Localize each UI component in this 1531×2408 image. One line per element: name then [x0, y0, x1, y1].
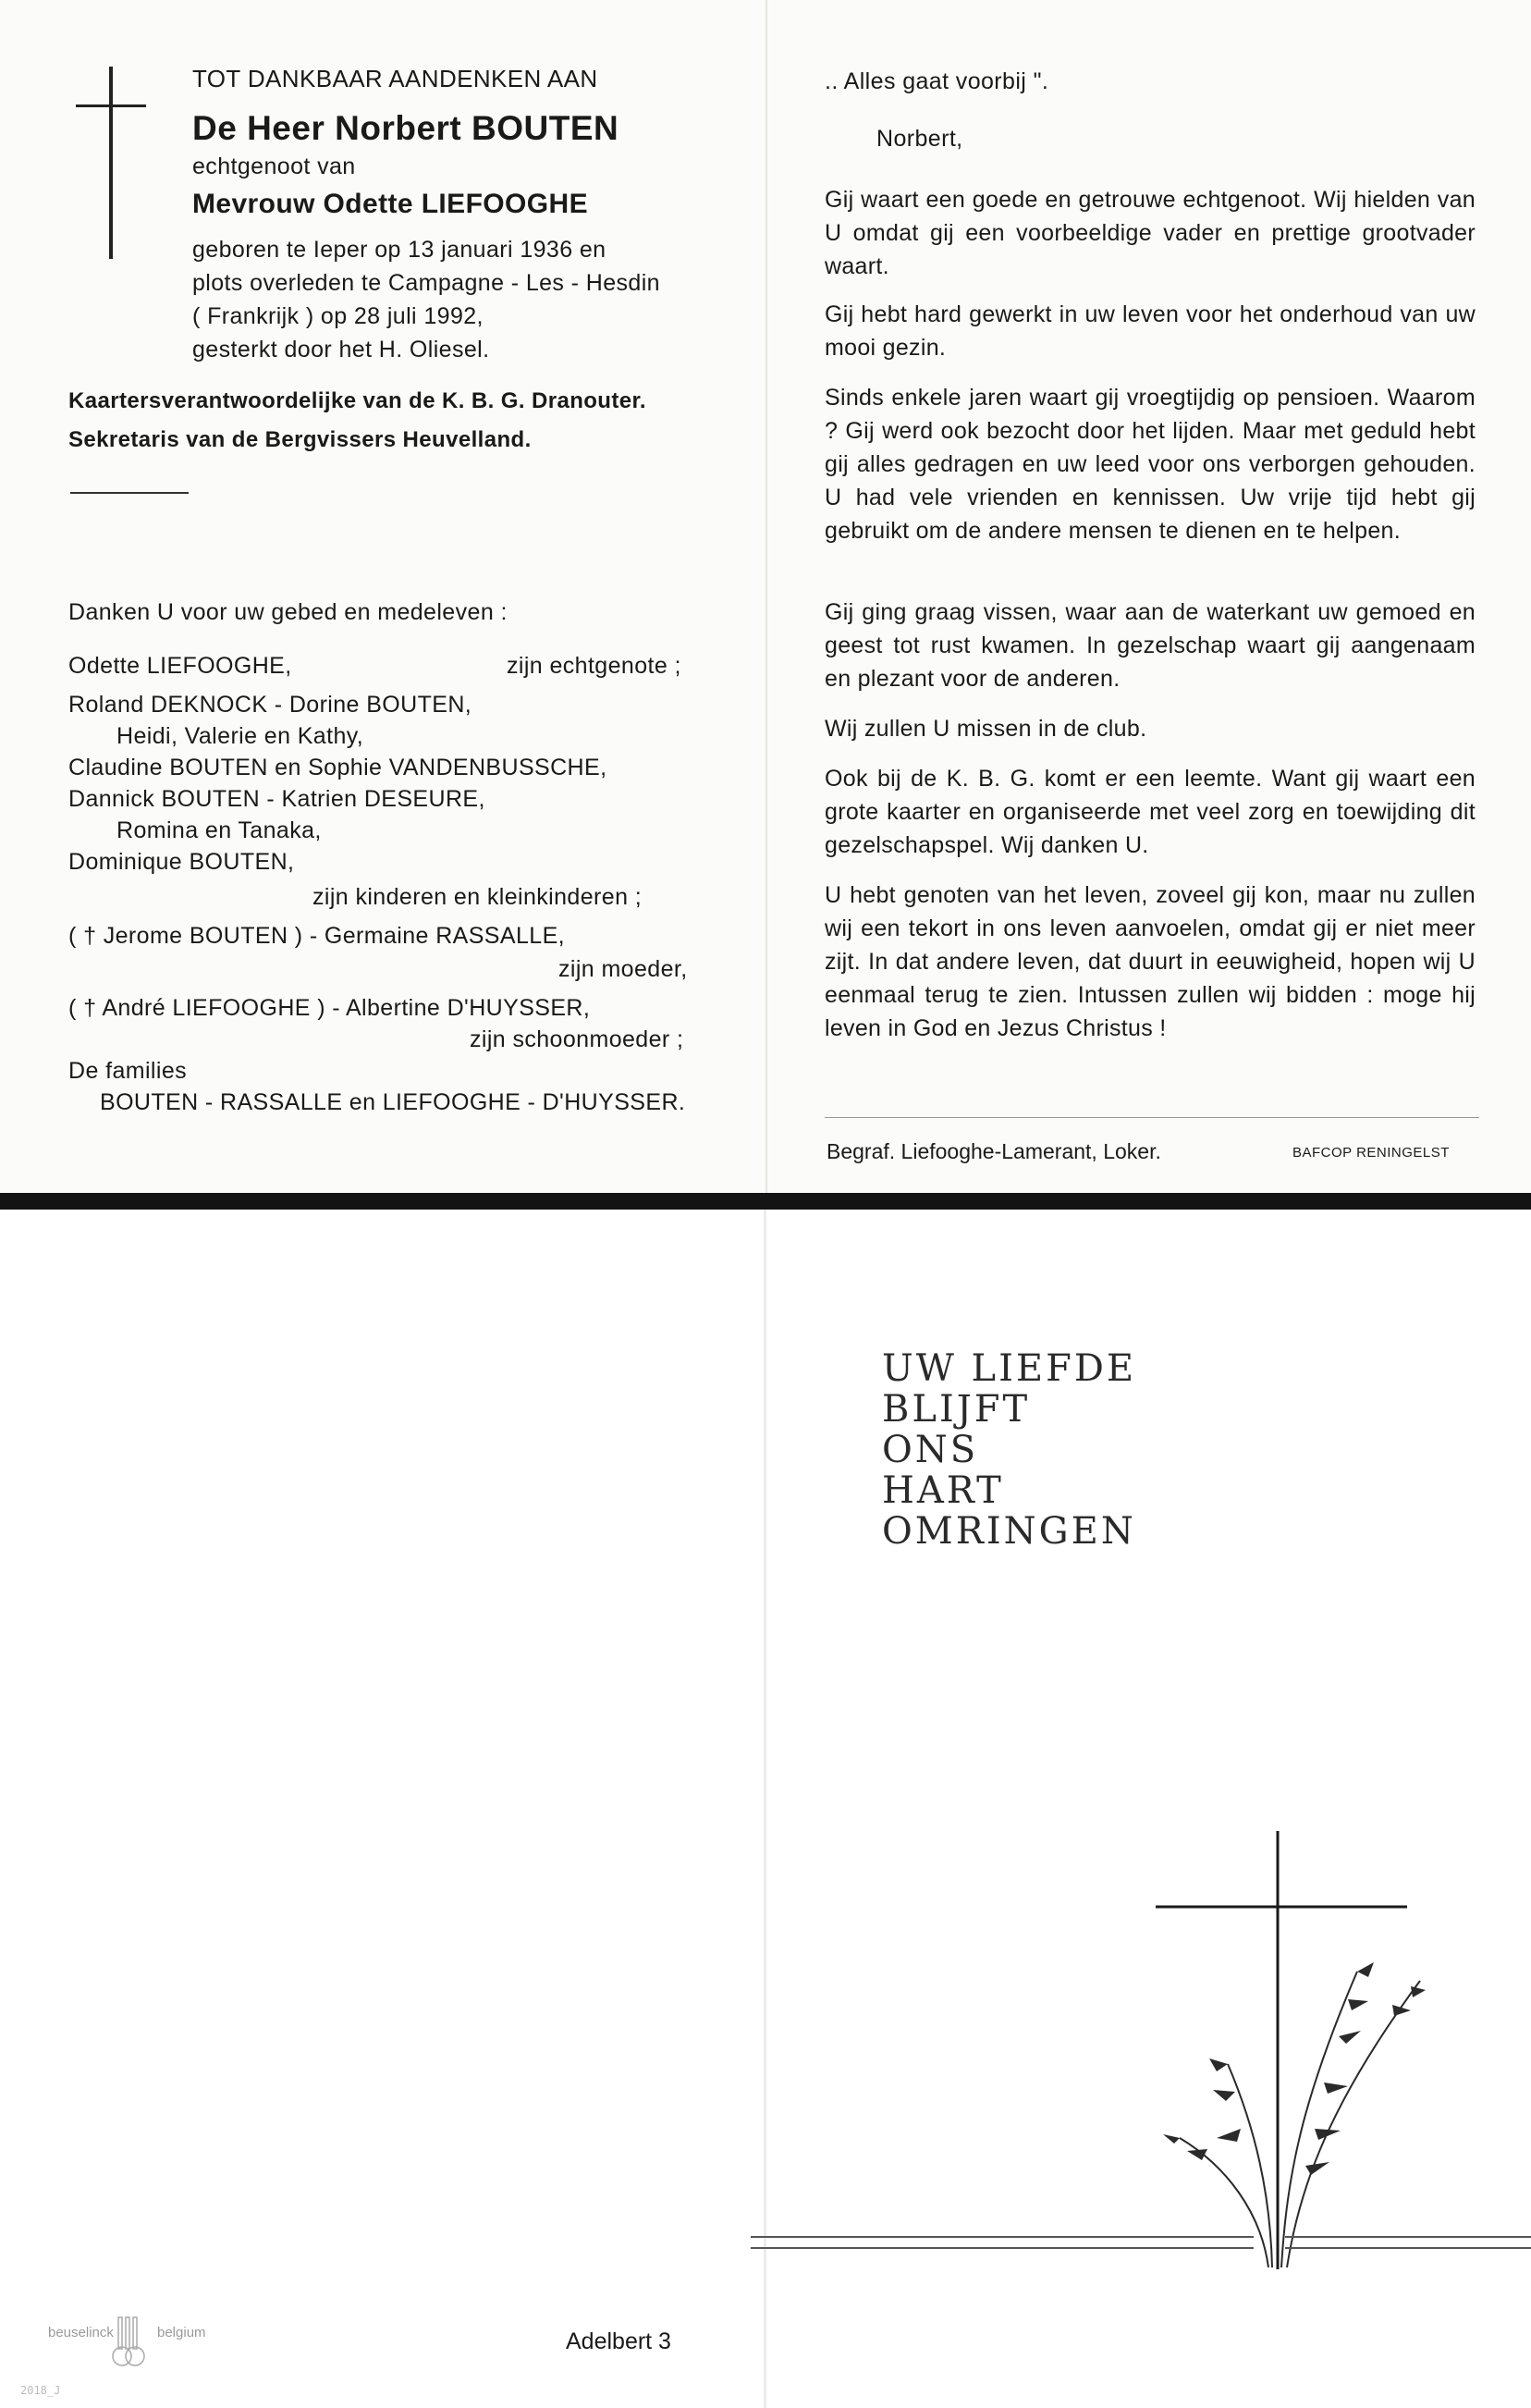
text-paragraph: Gij ging graag vissen, waar aan de waterkant uw gemoed en geest tot rust kwamen. In gezelschap waart gij aangenaam en plezant voor de anderen. [825, 599, 1476, 692]
divider [70, 492, 189, 494]
card-model: Adelbert 3 [566, 2328, 671, 2354]
spouse-intro: echtgenoot van [192, 154, 356, 179]
verse-line: HART [882, 1469, 1004, 1512]
family-relation: zijn moeder, [558, 956, 688, 982]
cross-icon-bar [76, 104, 146, 107]
family-line: ( † Jerome BOUTEN ) - Germaine RASSALLE, [68, 923, 565, 949]
logo-text: beuselinck [48, 2325, 114, 2340]
logo-text: belgium [157, 2325, 206, 2340]
family-line: Heidi, Valerie en Kathy, [116, 723, 364, 749]
verse-line: ONS [882, 1429, 979, 1471]
text-paragraph: Wij zullen U missen in de club. [825, 716, 1147, 742]
family-line: De families [68, 1058, 188, 1084]
life-line: ( Frankrijk ) op 28 juli 1992, [192, 303, 484, 329]
verse-line: BLIJFT [882, 1388, 1031, 1431]
family-line: BOUTEN - RASSALLE en LIEFOOGHE - D'HUYSSER. [100, 1089, 686, 1115]
footer-rule [825, 1117, 1479, 1118]
printer: BAFCOP RENINGELST [1292, 1145, 1450, 1161]
text-paragraph: Gij waart een goede en getrouwe echtgenoot. Wij hielden van U omdat gij een voorbeeldige vader en prettige grootvader waart. [825, 187, 1476, 279]
cross-icon [109, 67, 113, 259]
card-edge-shadow [0, 1193, 1531, 1210]
life-line: gesterkt door het H. Oliesel. [192, 337, 490, 362]
family-line: Romina en Tanaka, [116, 817, 322, 843]
publisher-emblem-icon [102, 2316, 153, 2367]
decor-line [751, 2247, 1254, 2249]
family-relation: zijn schoonmoeder ; [470, 1026, 684, 1052]
archive-code: 2018_J [20, 2384, 61, 2397]
life-line: plots overleden te Campagne - Les - Hesdin [192, 270, 660, 296]
inside-left-panel [0, 0, 766, 1193]
heading: TOT DANKBAAR AANDENKEN AAN [192, 65, 598, 92]
thanks-line: Danken U voor uw gebed en medeleven : [68, 599, 508, 625]
deceased-name: De Heer Norbert BOUTEN [192, 109, 619, 147]
address-line: Norbert, [876, 126, 963, 152]
quote-line: .. Alles gaat voorbij ". [825, 68, 1049, 94]
family-line: ( † André LIEFOOGHE ) - Albertine D'HUYSSER, [68, 995, 591, 1021]
cover-verse [882, 1348, 1136, 1552]
family-line: Odette LIEFOOGHE, [68, 653, 292, 679]
text-paragraph: Ook bij de K. B. G. komt er een leemte. Want gij waart een grote kaarter en organiseerde met veel zorg en toewijding dit gezelschapspel. Wij danken U. [825, 766, 1476, 858]
life-line: geboren te Ieper op 13 januari 1936 en [192, 237, 606, 263]
family-relation: zijn echtgenote ; [507, 653, 681, 679]
decor-line [1285, 2247, 1531, 2249]
family-line: Roland DEKNOCK - Dorine BOUTEN, [68, 692, 472, 718]
verse-line: OMRINGEN [882, 1510, 1136, 1553]
publisher-logo [48, 2316, 214, 2371]
family-line: Claudine BOUTEN en Sophie VANDENBUSSCHE, [68, 755, 607, 780]
verse-line: UW LIEFDE [882, 1347, 1137, 1390]
cross-with-reeds-icon [1143, 1824, 1476, 2277]
role-line: Kaartersverantwoordelijke van de K. B. G. Dranouter. [68, 388, 646, 413]
spouse-name: Mevrouw Odette LIEFOOGHE [192, 189, 588, 219]
fold-line [764, 1210, 766, 2408]
undertaker: Begraf. Liefooghe-Lamerant, Loker. [827, 1139, 1161, 1163]
decor-line [751, 2236, 1254, 2238]
family-line: Dannick BOUTEN - Katrien DESEURE, [68, 786, 485, 812]
text-paragraph: U hebt genoten van het leven, zoveel gij kon, maar nu zullen wij een tekort in ons leven aanvoelen, omdat gij er niet meer zijt. In dat andere leven, dat duurt in eeuwigheid, hopen wij U eenmaal terug te zien. Intussen zullen wij bidden : moge hij leven in God en Jezus Christus ! [825, 882, 1476, 1041]
family-line: Dominique BOUTEN, [68, 849, 295, 875]
decor-line [1285, 2236, 1531, 2238]
text-paragraph: Gij hebt hard gewerkt in uw leven voor het onderhoud van uw mooi gezin. [825, 301, 1476, 361]
family-relation: zijn kinderen en kleinkinderen ; [312, 884, 643, 910]
role-line: Sekretaris van de Bergvissers Heuvelland. [68, 427, 532, 452]
text-paragraph: Sinds enkele jaren waart gij vroegtijdig op pensioen. Waarom ? Gij werd ook bezocht door het lijden. Maar met geduld hebt gij alles gedragen en uw leed voor ons verborgen gehouden. U had vele vrienden en kennissen. Uw vrije tijd hebt gij gebruikt om de andere mensen te dienen en te helpen. [825, 385, 1476, 544]
inside-right-panel [766, 0, 1531, 1193]
